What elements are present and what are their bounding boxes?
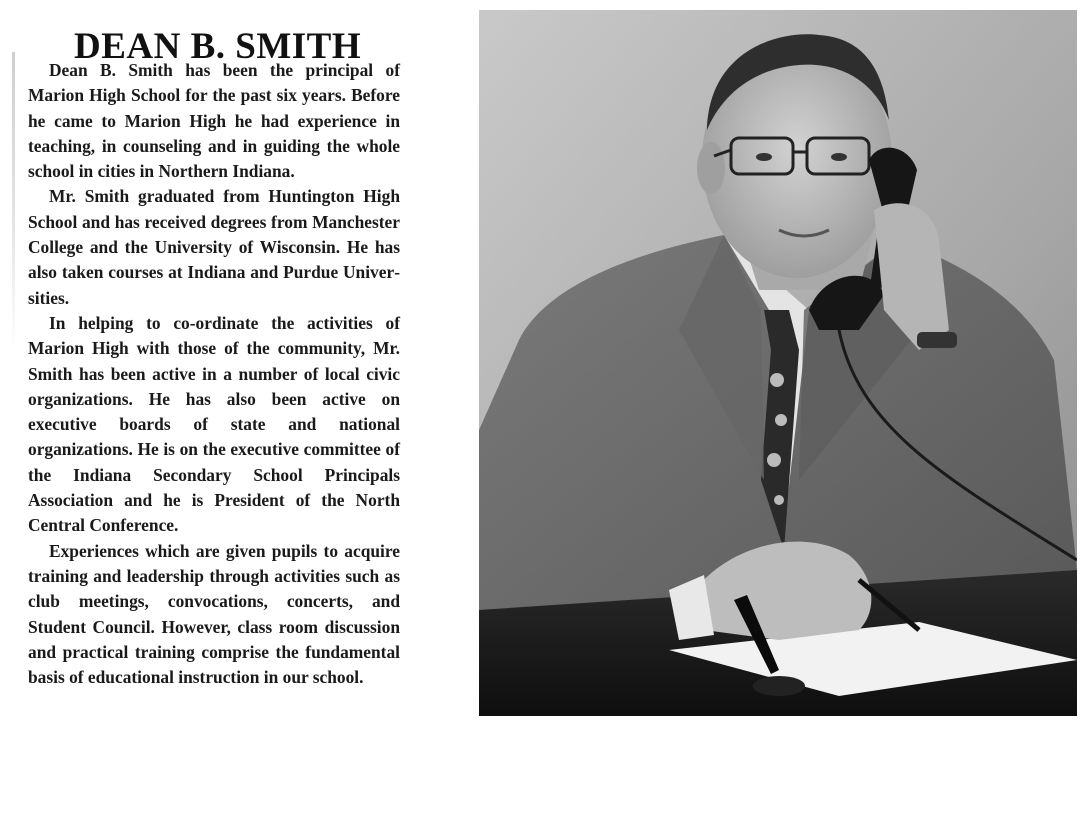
article-paragraph-1: Dean B. Smith has been the principal of Marion High School for the past six years. Before he came to Marion High he had experience in teaching, in counseling and in guiding the whole school in cities in Northern Indiana. xyxy=(28,60,400,182)
article-body xyxy=(28,58,400,690)
pen-holder xyxy=(753,676,805,696)
page-title: DEAN B. SMITH xyxy=(74,25,362,67)
article-paragraph-2: Mr. Smith graduated from Huntington High School and has received degrees from Manchester College and the University of Wisconsin. He has also taken courses at Indiana and Purdue Universities. xyxy=(28,186,400,308)
portrait-photo xyxy=(479,10,1077,716)
article-paragraph-3: In helping to co-ordinate the activities of Marion High with those of the community, Mr. Smith has been active in a number of local civic organizations. He has also been active on executive boards of state and national organizations. He is on the executive committee of the Indiana Secondary School Principals Association and he is President of the North Central Conference. xyxy=(28,312,400,536)
wristwatch xyxy=(917,332,957,348)
article-paragraph-4: Experiences which are given pupils to acquire training and leadership through activities such as club meetings, convocations, concerts, and Student Council. However, class room discussion and practical training comprise the fundamental basis of educational instruction in our school. xyxy=(28,540,400,688)
column-edge-shadow xyxy=(12,52,15,352)
portrait-illustration xyxy=(479,10,1077,716)
